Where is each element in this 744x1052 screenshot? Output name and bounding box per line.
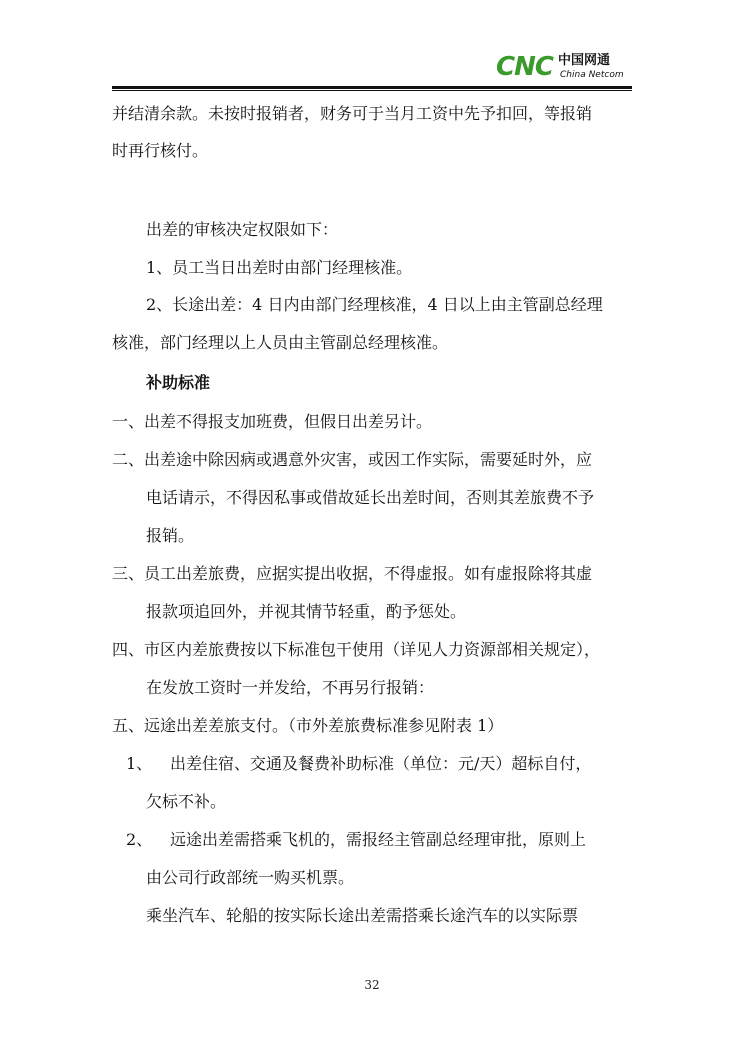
sub-item-number: 2、 (126, 830, 153, 849)
paragraph-line: 核准，部门经理以上人员由主管副总经理核准。 (112, 333, 449, 352)
paragraph-line: 1、员工当日出差时由部门经理核准。 (146, 258, 413, 277)
company-logo (496, 52, 636, 84)
logo-mark: CNC (496, 52, 553, 82)
list-item: 二、出差途中除因病或遇意外灾害，或因工作实际，需要延时外，应 (112, 450, 593, 469)
list-item: 四、市区内差旅费按以下标准包干使用（详见人力资源部相关规定）， (112, 640, 601, 659)
sub-item-number: 1、 (126, 754, 153, 773)
header-rule (112, 86, 632, 91)
sub-item-continuation: 由公司行政部统一购买机票。 (146, 868, 355, 887)
paragraph-line: 并结清余款。未按时报销者，财务可于当月工资中先予扣回，等报销 (112, 104, 593, 123)
list-item-continuation: 报销。 (146, 526, 195, 545)
sub-item: 远途出差需搭乘飞机的，需报经主管副总经理审批，原则上 (170, 830, 587, 849)
list-item: 一、出差不得报支加班费，但假日出差另计。 (112, 412, 433, 431)
section-heading: 补助标准 (146, 373, 211, 392)
list-item: 三、员工出差旅费，应据实提出收据，不得虚报。如有虚报除将其虚 (112, 564, 593, 583)
list-item-continuation: 在发放工资时一并发给，不再另行报销： (146, 678, 435, 697)
list-item-continuation: 报款项追回外，并视其情节轻重，酌予惩处。 (146, 602, 467, 621)
logo-english-name: China Netcom (560, 70, 624, 80)
paragraph-line: 乘坐汽车、轮船的按实际长途出差需搭乘长途汽车的以实际票 (146, 906, 579, 925)
paragraph-line: 出差的审核决定权限如下： (146, 220, 339, 239)
list-item: 五、远途出差差旅支付。（市外差旅费标准参见附表 1） (112, 716, 504, 735)
paragraph-line: 2、长途出差：4 日内由部门经理核准，4 日以上由主管副总经理 (146, 295, 603, 314)
list-item-continuation: 电话请示，不得因私事或借故延长出差时间，否则其差旅费不予 (146, 488, 595, 507)
logo-chinese-name: 中国网通 (558, 53, 611, 68)
sub-item-continuation: 欠标不补。 (146, 792, 227, 811)
page-number: 32 (364, 978, 380, 992)
sub-item: 出差住宿、交通及餐费补助标准（单位：元/天）超标自付， (170, 754, 592, 773)
paragraph-line: 时再行核付。 (112, 141, 209, 160)
